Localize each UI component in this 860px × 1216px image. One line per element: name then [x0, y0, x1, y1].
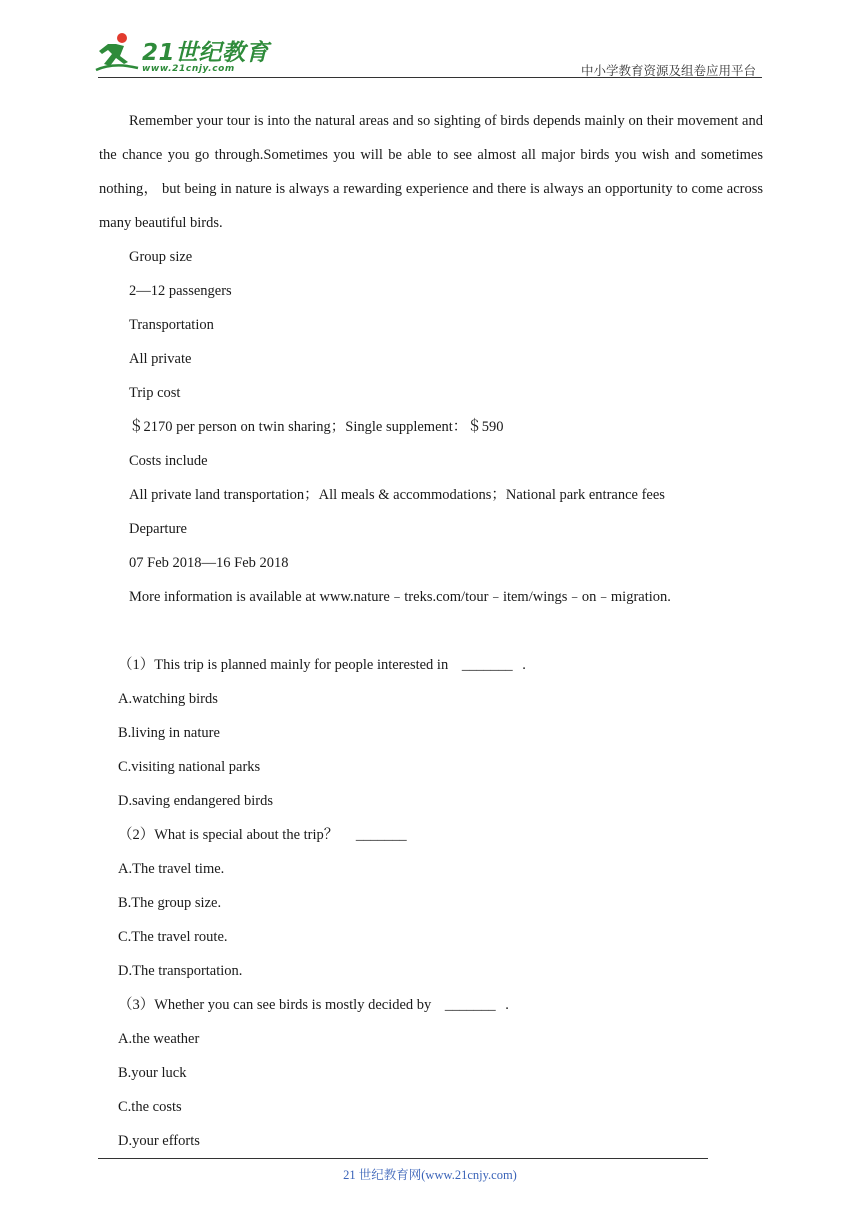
document-body	[99, 104, 763, 1158]
info-line: Trip cost	[129, 385, 181, 401]
option-a: A.watching birds	[118, 691, 218, 707]
answer-blank: _______	[444, 997, 496, 1013]
header-divider	[98, 77, 762, 78]
option-b: B.The group size.	[118, 895, 222, 911]
option-b: B.living in nature	[118, 725, 220, 741]
info-line: Transportation	[129, 317, 214, 333]
option-d: D.your efforts	[118, 1133, 200, 1149]
info-line: Costs include	[129, 453, 208, 469]
footer-divider	[98, 1158, 708, 1159]
question-3	[99, 988, 763, 1022]
logo	[94, 32, 270, 78]
runner-logo-icon	[94, 32, 140, 76]
question-2	[99, 818, 763, 852]
question-stem: （1）This trip is planned mainly for people interested in	[118, 657, 449, 673]
page-header	[0, 0, 860, 80]
question-1	[99, 648, 763, 682]
option-a: A.the weather	[118, 1031, 200, 1047]
header-platform-title: 中小学教育资源及组卷应用平台	[580, 63, 756, 78]
question-stem: （2）What is special about the trip？	[118, 827, 339, 843]
question-end: .	[522, 657, 526, 673]
option-d: D.saving endangered birds	[118, 793, 274, 809]
passage-paragraph: Remember your tour is into the natural areas and so sighting of birds depends mainly on their movement and the chance you go through.Sometimes you will be able to see almost all major birds you wish and sometimes nothing， but being in nature is always a rewarding experience and there is always an opportunity to come across many beautiful birds.	[99, 113, 763, 231]
answer-blank: _______	[461, 657, 513, 673]
option-c: C.the costs	[118, 1099, 182, 1115]
answer-blank: _______	[355, 827, 407, 843]
logo-wordmark: 21世纪教育	[142, 40, 270, 66]
logo-url: www.21cnjy.com	[142, 64, 235, 74]
info-line: 2—12 passengers	[129, 283, 232, 299]
info-line: 07 Feb 2018—16 Feb 2018	[129, 555, 289, 571]
option-d: D.The transportation.	[118, 963, 243, 979]
info-line: ＄2170 per person on twin sharing；Single supplement：＄590	[129, 419, 504, 435]
info-line: Group size	[129, 249, 193, 265]
info-line: All private land transportation；All meals & accommodations；National park entrance fees	[129, 487, 665, 503]
info-line: Departure	[129, 521, 187, 537]
info-line: More information is available at www.nature﹣treks.com/tour﹣item/wings﹣on﹣migration.	[129, 589, 671, 605]
option-c: C.The travel route.	[118, 929, 228, 945]
question-end: .	[505, 997, 509, 1013]
option-c: C.visiting national parks	[118, 759, 261, 775]
option-b: B.your luck	[118, 1065, 187, 1081]
question-stem: （3）Whether you can see birds is mostly decided by	[118, 997, 432, 1013]
footer-site-link[interactable]: 21 世纪教育网(www.21cnjy.com)	[343, 1168, 517, 1182]
option-a: A.The travel time.	[118, 861, 225, 877]
info-line: All private	[129, 351, 192, 367]
